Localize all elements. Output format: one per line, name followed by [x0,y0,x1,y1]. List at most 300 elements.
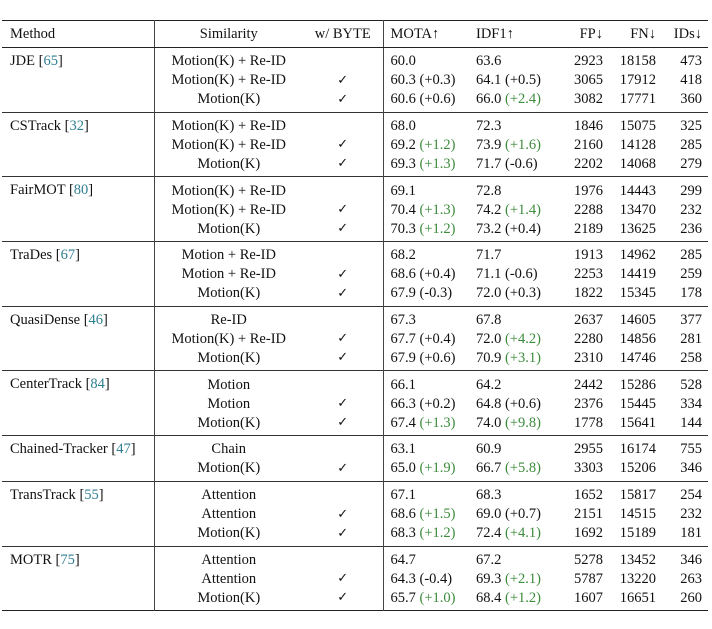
citation-ref: 67 [60,247,76,264]
check-icon: ✓ [337,156,349,172]
check-icon: ✓ [337,91,349,107]
similarity-cell: Motion(K) [197,525,261,541]
fp-cell: 2160 [574,136,603,153]
citation-ref: 55 [84,486,99,503]
ids-cell: 285 [680,247,702,264]
fn-cell: 15206 [619,460,656,477]
method-cell: CenterTrack [84] [2,371,154,436]
header-ids: IDs↓ [663,21,708,48]
idf1-value: 74.0 [476,414,502,431]
idf1-value: 68.4 [476,589,502,606]
idf1-cell [472,154,563,177]
citation-ref: 80 [73,182,89,199]
fn-cell: 15817 [619,487,656,504]
fn-cell: 15445 [619,395,656,412]
fp-cell: 2376 [574,395,603,412]
idf1-cell [472,306,563,329]
idf1-delta: (+9.8) [505,414,541,431]
byte-cell [303,48,383,71]
method-name: Chained-Tracker [10,441,108,458]
method-cell: QuasiDense [46] [2,306,154,371]
header-mota: MOTA↑ [383,21,472,48]
mota-cell [383,177,472,200]
idf1-value: 72.8 [476,182,502,199]
mota-delta: (+1.0) [419,589,456,606]
check-icon: ✓ [337,285,349,301]
fn-cell: 13470 [619,201,656,218]
method-name: TransTrack [10,486,76,503]
byte-cell [303,200,383,219]
idf1-cell [472,569,563,588]
fp-cell: 2955 [574,441,603,458]
table-row [2,546,708,569]
method-group [2,481,708,546]
mota-value: 67.4 [390,414,416,431]
ids-cell: 260 [680,589,702,606]
fn-cell: 15075 [619,118,656,135]
idf1-cell [472,48,563,71]
idf1-cell [472,505,563,524]
ids-cell: 285 [680,136,702,153]
table-header [2,21,708,48]
check-icon: ✓ [337,590,349,606]
fp-cell: 3065 [574,72,603,89]
mota-value: 67.7 [390,330,416,347]
mota-cell [383,371,472,394]
byte-cell [303,436,383,459]
header-byte: w/ BYTE [303,21,383,48]
check-icon: ✓ [337,137,349,153]
similarity-cell: Motion(K) + Re-ID [171,136,286,153]
idf1-value: 71.7 [476,247,502,264]
fn-cell: 14746 [619,349,656,366]
idf1-cell [472,90,563,113]
similarity-cell: Motion [207,376,251,393]
idf1-value: 74.2 [476,201,502,218]
fn-cell: 13220 [619,570,656,587]
idf1-delta: (+4.2) [505,330,541,347]
mota-value: 63.1 [390,441,416,458]
mota-value: 68.0 [390,118,416,135]
idf1-cell [472,71,563,90]
idf1-value: 72.0 [476,285,502,302]
similarity-cell: Motion + Re-ID [181,247,276,264]
mota-cell [383,436,472,459]
mota-cell [383,459,472,482]
idf1-value: 69.3 [476,570,502,587]
mota-value: 69.1 [390,182,416,199]
ids-cell: 325 [680,118,702,135]
method-cell: CSTrack [32] [2,112,154,177]
idf1-delta: (+5.8) [505,460,541,477]
ids-cell: 473 [680,53,702,70]
idf1-cell [472,242,563,265]
mota-cell [383,48,472,71]
fn-cell: 13625 [619,220,656,237]
similarity-cell: Motion(K) [197,414,261,431]
mota-delta: (-0.4) [419,570,453,587]
mota-value: 67.1 [390,487,416,504]
table-row [2,306,708,329]
mota-value: 64.7 [390,551,416,568]
mota-value: 70.3 [390,220,416,237]
fp-cell: 3303 [574,460,603,477]
idf1-cell [472,284,563,307]
ids-cell: 236 [680,220,702,237]
similarity-cell: Motion [207,395,251,412]
mota-value: 69.3 [390,155,416,172]
check-icon: ✓ [337,506,349,522]
citation-ref: 46 [88,311,104,328]
ids-cell: 232 [680,201,702,218]
ids-cell: 181 [680,525,702,541]
byte-cell [303,394,383,413]
idf1-value: 71.1 [476,266,502,283]
method-group [2,436,708,482]
byte-cell [303,588,383,611]
mota-delta: (+1.2) [419,136,456,153]
byte-cell [303,265,383,284]
fn-cell: 14856 [619,330,656,347]
header-fp: FP↓ [563,21,611,48]
idf1-value: 60.9 [476,441,502,458]
fn-cell: 14068 [619,155,656,172]
mota-delta: (-0.3) [419,285,453,302]
method-group [2,177,708,242]
mota-cell [383,348,472,371]
check-icon: ✓ [337,396,349,412]
mota-delta: (+0.4) [419,330,456,347]
idf1-value: 72.0 [476,330,502,347]
byte-cell [303,371,383,394]
mota-cell [383,135,472,154]
mota-delta: (+1.9) [419,460,456,477]
method-cell: Chained-Tracker [47] [2,436,154,482]
similarity-cell: Attention [201,551,257,568]
method-cell: TraDes [67] [2,242,154,307]
idf1-delta: (+0.4) [505,220,541,237]
ids-cell: 346 [680,460,702,477]
similarity-cell: Motion(K) [197,155,261,172]
idf1-delta: (+0.6) [505,395,541,412]
mota-cell [383,71,472,90]
fp-cell: 2189 [574,220,603,237]
mota-value: 64.3 [390,570,416,587]
idf1-cell [472,219,563,242]
mota-value: 67.9 [390,285,416,302]
check-icon: ✓ [337,221,349,237]
idf1-cell [472,135,563,154]
byte-cell [303,112,383,135]
method-name: CSTrack [10,117,62,134]
ids-cell: 334 [680,395,702,412]
method-group [2,546,708,611]
similarity-cell: Motion(K) + Re-ID [171,72,286,89]
ids-cell: 232 [680,506,702,522]
idf1-value: 68.3 [476,487,502,504]
method-group [2,371,708,436]
byte-cell [303,413,383,436]
ids-cell: 144 [680,414,702,431]
table-row [2,481,708,504]
mota-cell [383,394,472,413]
similarity-cell: Motion(K) [197,349,261,366]
fp-cell: 2253 [574,266,603,283]
idf1-value: 72.4 [476,525,502,541]
header-similarity: Similarity [154,21,303,48]
mota-cell [383,219,472,242]
idf1-cell [472,265,563,284]
ids-cell: 418 [680,72,702,89]
fp-cell: 1913 [574,247,603,264]
byte-cell [303,71,383,90]
idf1-value: 64.2 [476,376,502,393]
method-group [2,48,708,113]
ids-cell: 258 [680,349,702,366]
method-cell: MOTR [75] [2,546,154,611]
fn-cell: 14443 [619,182,656,199]
similarity-cell: Motion(K) [197,91,261,108]
mota-cell [383,481,472,504]
byte-cell [303,219,383,242]
mota-value: 60.3 [390,72,416,89]
fp-cell: 2923 [574,53,603,70]
byte-cell [303,481,383,504]
method-name: JDE [10,53,35,69]
fp-cell: 1846 [574,118,603,135]
fn-cell: 14605 [619,312,656,329]
check-icon: ✓ [337,460,349,476]
idf1-delta: (+1.4) [505,201,541,218]
similarity-cell: Motion(K) + Re-ID [171,118,286,135]
method-name: TraDes [10,247,53,264]
ids-cell: 254 [680,487,702,504]
idf1-delta: (+0.3) [505,285,541,302]
fn-cell: 15189 [619,525,656,541]
byte-cell [303,329,383,348]
mota-delta: (+1.3) [419,155,456,172]
mota-cell [383,569,472,588]
check-icon: ✓ [337,72,349,88]
idf1-delta: (+1.6) [505,136,541,153]
mota-delta: (+1.3) [419,201,456,218]
fn-cell: 14419 [619,266,656,283]
header-idf1: IDF1↑ [472,21,563,48]
fn-cell: 13452 [619,551,656,568]
fn-cell: 18158 [619,53,656,70]
idf1-delta: (+3.1) [505,349,541,366]
mota-value: 68.6 [390,266,416,283]
fp-cell: 2280 [574,330,603,347]
idf1-value: 66.7 [476,460,502,477]
idf1-delta: (+2.4) [505,91,541,108]
mota-value: 68.2 [390,247,416,264]
header-method: Method [2,21,154,48]
fp-cell: 5278 [574,551,603,568]
similarity-cell: Motion(K) [197,285,261,302]
header-row [2,21,708,48]
fn-cell: 17771 [619,91,656,108]
mota-cell [383,284,472,307]
idf1-cell [472,546,563,569]
citation-ref: 65 [43,53,58,69]
byte-cell [303,154,383,177]
mota-cell [383,112,472,135]
fp-cell: 2151 [574,506,603,522]
mota-delta: (+1.2) [419,220,456,237]
fp-cell: 1822 [574,285,603,302]
similarity-cell: Motion(K) + Re-ID [171,182,286,199]
idf1-value: 67.8 [476,312,502,329]
idf1-delta: (+1.2) [505,589,541,606]
fn-cell: 16174 [619,441,656,458]
table-row [2,112,708,135]
fn-cell: 15286 [619,376,656,393]
similarity-cell: Chain [211,441,247,458]
mota-delta: (+1.5) [419,506,456,522]
table-row [2,436,708,459]
fn-cell: 14515 [619,506,656,522]
fn-cell: 16651 [619,589,656,606]
fp-cell: 2202 [574,155,603,172]
mota-value: 65.0 [390,460,416,477]
fp-cell: 1607 [574,589,603,606]
fp-cell: 2637 [574,312,603,329]
idf1-cell [472,524,563,547]
idf1-cell [472,459,563,482]
method-cell: JDE [65] [2,48,154,113]
fn-cell: 14128 [619,136,656,153]
citation-ref: 47 [116,441,131,458]
ids-cell: 299 [680,182,702,199]
idf1-cell [472,481,563,504]
idf1-delta: (+0.7) [505,506,541,522]
fn-cell: 17912 [619,72,656,89]
idf1-cell [472,177,563,200]
method-group [2,112,708,177]
ids-cell: 528 [680,376,702,393]
table-row [2,371,708,394]
fp-cell: 5787 [574,570,603,587]
idf1-cell [472,348,563,371]
fn-cell: 15345 [619,285,656,302]
idf1-cell [472,329,563,348]
check-icon: ✓ [337,331,349,347]
mota-delta: (+0.2) [419,395,456,412]
idf1-delta: (+4.1) [505,525,541,541]
fp-cell: 2442 [574,376,603,393]
idf1-value: 64.1 [476,72,502,89]
table-row [2,177,708,200]
mota-cell [383,546,472,569]
mota-delta: (+0.4) [419,266,456,283]
check-icon: ✓ [337,571,349,587]
fp-cell: 2288 [574,201,603,218]
byte-cell [303,135,383,154]
fp-cell: 1652 [574,487,603,504]
mota-cell [383,242,472,265]
mota-value: 60.0 [390,53,416,70]
similarity-cell: Attention [201,506,257,522]
similarity-cell: Motion(K) [197,589,261,606]
mota-cell [383,505,472,524]
mota-cell [383,265,472,284]
method-name: CenterTrack [10,376,82,393]
idf1-value: 67.2 [476,551,502,568]
idf1-delta: (+0.5) [505,72,541,89]
citation-ref: 84 [90,376,105,393]
byte-cell [303,459,383,482]
ids-cell: 279 [680,155,702,172]
idf1-cell [472,413,563,436]
idf1-value: 70.9 [476,349,502,366]
table-row [2,242,708,265]
idf1-cell [472,394,563,413]
citation-ref: 75 [60,551,75,568]
fp-cell: 3082 [574,91,603,108]
method-cell: FairMOT [80] [2,177,154,242]
mota-cell [383,329,472,348]
fp-cell: 1976 [574,182,603,199]
method-name: MOTR [10,551,52,568]
ids-cell: 259 [680,266,702,283]
results-table [2,20,708,611]
idf1-cell [472,436,563,459]
ids-cell: 755 [680,441,702,458]
mota-delta: (+1.3) [419,414,456,431]
idf1-value: 73.9 [476,136,502,153]
idf1-delta: (-0.6) [505,266,538,283]
ids-cell: 360 [680,91,702,108]
mota-cell [383,154,472,177]
mota-cell [383,588,472,611]
mota-cell [383,200,472,219]
byte-cell [303,177,383,200]
byte-cell [303,546,383,569]
byte-cell [303,242,383,265]
check-icon: ✓ [337,525,349,541]
mota-cell [383,524,472,547]
mota-value: 69.2 [390,136,416,153]
byte-cell [303,569,383,588]
ids-cell: 346 [680,551,702,568]
fn-cell: 15641 [619,414,656,431]
idf1-cell [472,371,563,394]
mota-value: 60.6 [390,91,416,108]
similarity-cell: Motion(K) [197,220,261,237]
similarity-cell: Re-ID [210,312,247,329]
byte-cell [303,348,383,371]
mota-value: 68.3 [390,525,416,541]
similarity-cell: Motion(K) + Re-ID [171,330,286,347]
mota-value: 66.1 [390,376,416,393]
ids-cell: 377 [680,312,702,329]
byte-cell [303,90,383,113]
mota-delta: (+0.6) [419,91,456,108]
method-group [2,242,708,307]
idf1-value: 63.6 [476,53,502,70]
idf1-cell [472,200,563,219]
check-icon: ✓ [337,350,349,366]
mota-value: 70.4 [390,201,416,218]
similarity-cell: Attention [201,487,257,504]
citation-ref: 32 [69,117,85,134]
method-cell: TransTrack [55] [2,481,154,546]
mota-value: 65.7 [390,589,416,606]
ids-cell: 263 [680,570,702,587]
check-icon: ✓ [337,202,349,218]
fp-cell: 1778 [574,414,603,431]
